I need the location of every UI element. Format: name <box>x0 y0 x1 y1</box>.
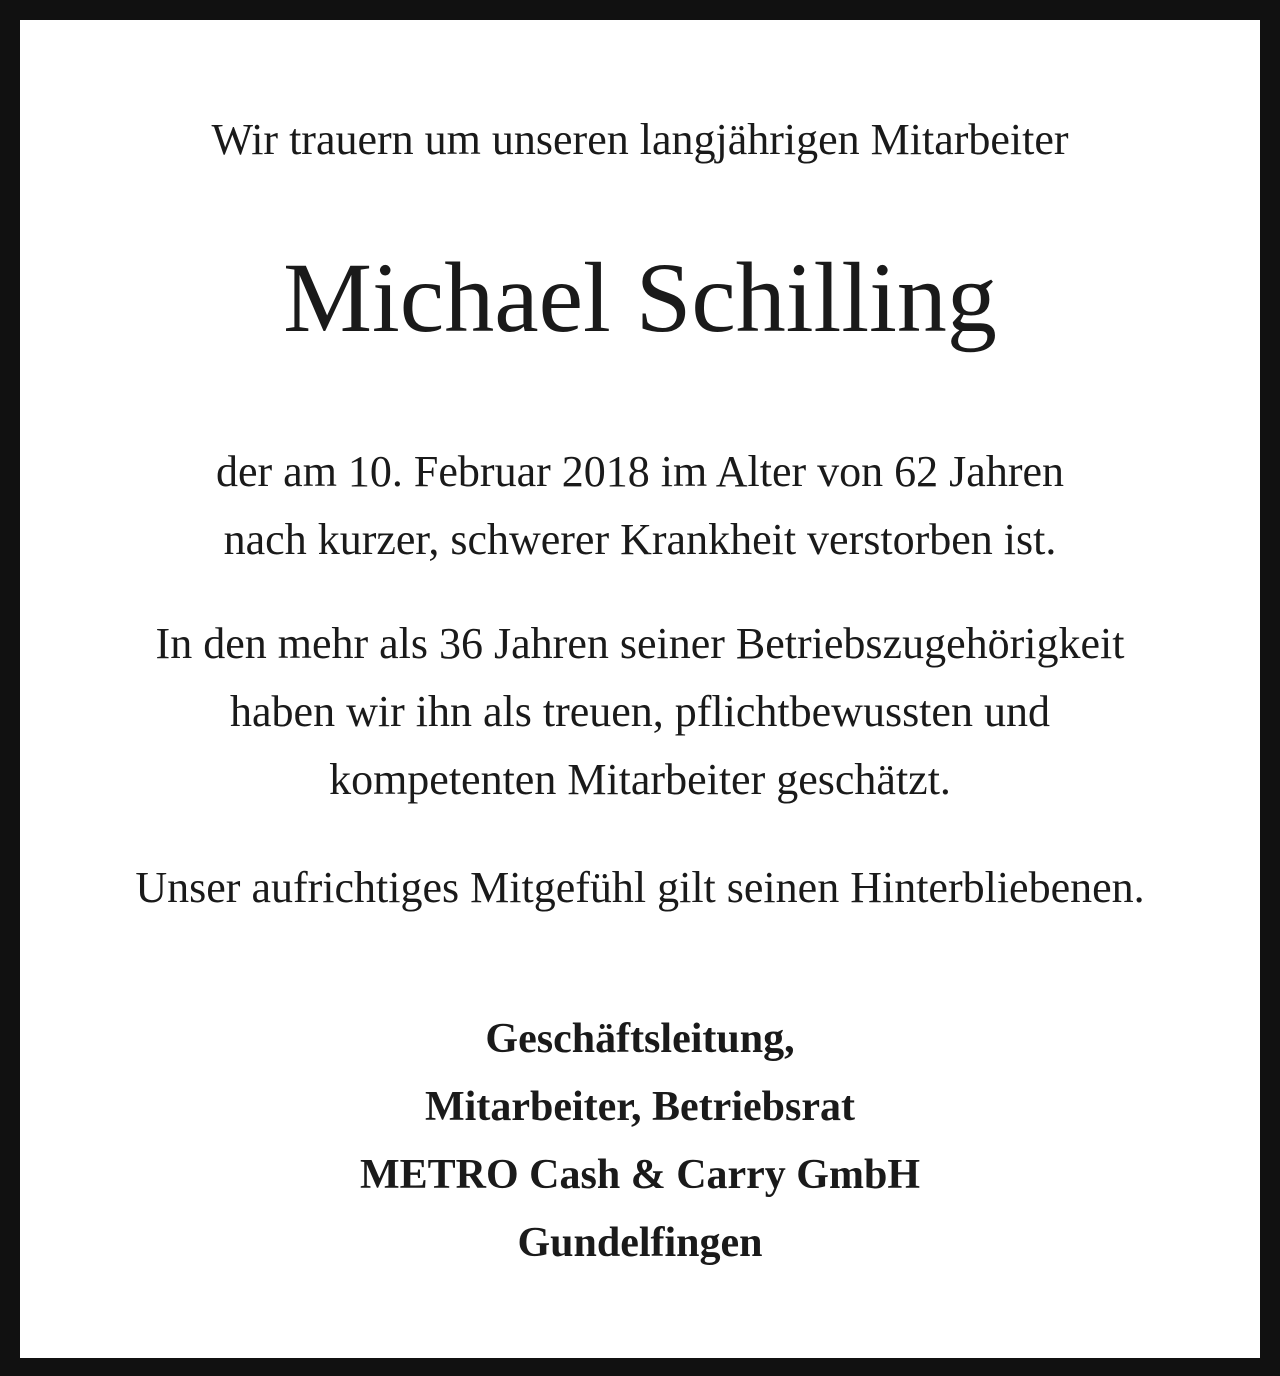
signature-management: Geschäftsleitung, <box>485 1016 795 1062</box>
signature-staff: Mitarbeiter, Betriebsrat <box>425 1084 855 1130</box>
signature-location: Gundelfingen <box>517 1220 763 1266</box>
death-notice-line-1: der am 10. Februar 2018 im Alter von 62 Jahren <box>215 447 1065 496</box>
signature-company: METRO Cash & Carry GmbH <box>360 1152 920 1198</box>
tribute-line-1: In den mehr als 36 Jahren seiner Betriebszugehörigkeit <box>155 619 1125 668</box>
death-notice-line-2: nach kurzer, schwerer Krankheit verstorben ist. <box>223 515 1057 564</box>
intro-line: Wir trauern um unseren langjährigen Mitarbeiter <box>211 115 1069 164</box>
deceased-name: Michael Schilling <box>283 242 997 353</box>
tribute-line-3: kompetenten Mitarbeiter geschätzt. <box>329 755 951 804</box>
condolence-line: Unser aufrichtiges Mitgefühl gilt seinen Hinterbliebenen. <box>135 863 1145 912</box>
tribute-line-2: haben wir ihn als treuen, pflichtbewussten und <box>230 687 1050 736</box>
